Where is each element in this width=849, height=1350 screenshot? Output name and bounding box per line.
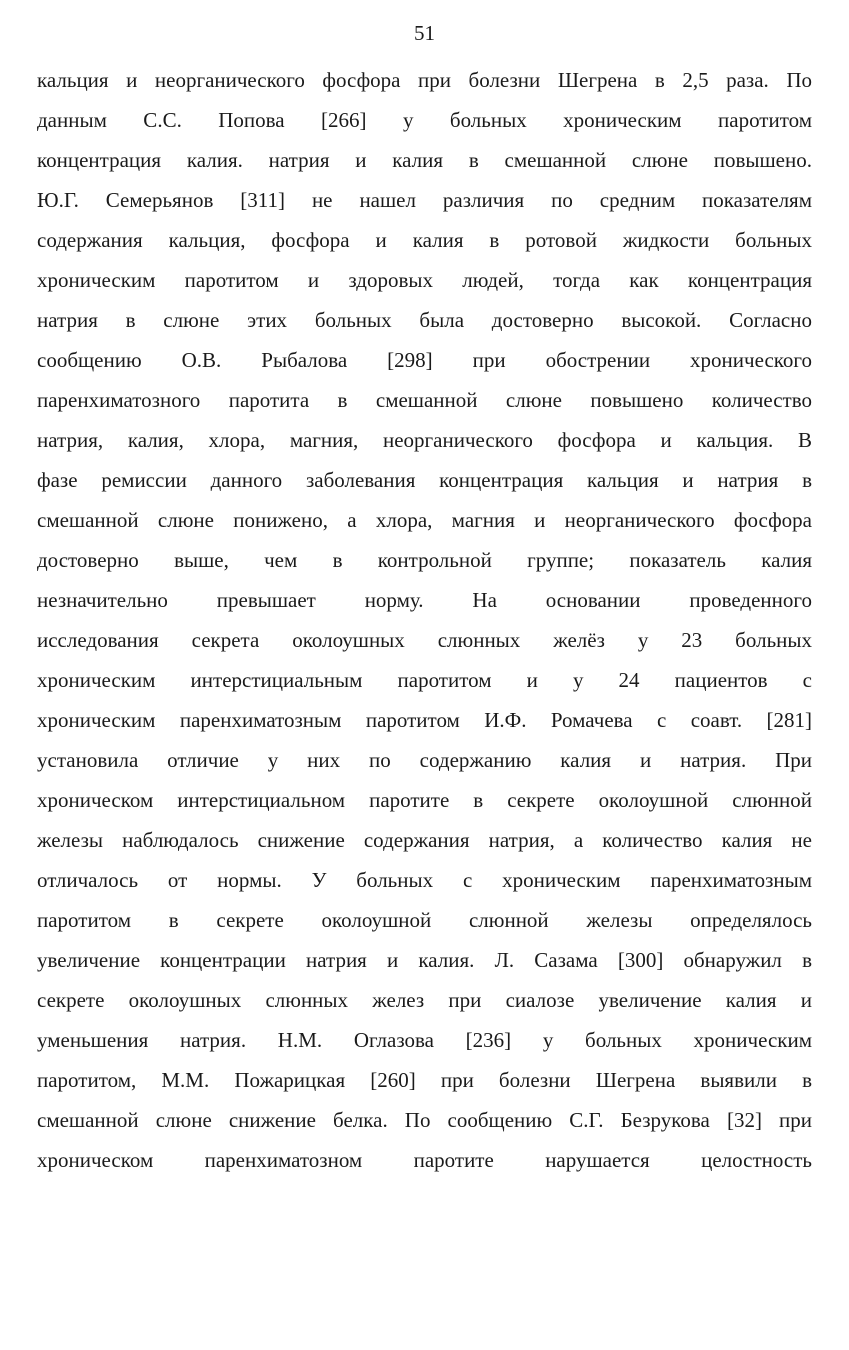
text-line: отличалось от нормы. У больных с хроническим паренхиматозным	[37, 868, 812, 892]
text-line: уменьшения натрия. Н.М. Оглазова [236] у больных хроническим	[37, 1028, 812, 1052]
text-line: сообщению О.В. Рыбалова [298] при обострении хронического	[37, 348, 812, 372]
text-line: концентрация калия. натрия и калия в смешанной слюне повышено.	[37, 148, 812, 172]
text-line: железы наблюдалось снижение содержания натрия, а количество калия не	[37, 828, 812, 852]
text-line: кальция и неорганического фосфора при болезни Шегрена в 2,5 раза. По	[37, 68, 812, 92]
body-paragraph	[37, 60, 812, 1180]
text-line: установила отличие у них по содержанию калия и натрия. При	[37, 748, 812, 772]
text-line: смешанной слюне понижено, а хлора, магния и неорганического фосфора	[37, 508, 812, 532]
text-line: хроническим паротитом и здоровых людей, тогда как концентрация	[37, 268, 812, 292]
text-line: увеличение концентрации натрия и калия. Л. Сазама [300] обнаружил в	[37, 948, 812, 972]
text-line: смешанной слюне снижение белка. По сообщению С.Г. Безрукова [32] при	[37, 1108, 812, 1132]
text-line: данным С.С. Попова [266] у больных хроническим паротитом	[37, 108, 812, 132]
text-line: натрия, калия, хлора, магния, неорганического фосфора и кальция. В	[37, 428, 812, 452]
text-line: Ю.Г. Семерьянов [311] не нашел различия по средним показателям	[37, 188, 812, 212]
page-number: 51	[414, 21, 435, 45]
text-line: хроническом паренхиматозном паротите нарушается целостность	[37, 1148, 812, 1172]
text-line: хроническим интерстициальным паротитом и у 24 пациентов с	[37, 668, 812, 692]
text-line: секрете околоушных слюнных желез при сиалозе увеличение калия и	[37, 988, 812, 1012]
text-line: исследования секрета околоушных слюнных желёз у 23 больных	[37, 628, 812, 652]
text-line: фазе ремиссии данного заболевания концентрация кальция и натрия в	[37, 468, 812, 492]
text-line: натрия в слюне этих больных была достоверно высокой. Согласно	[37, 308, 812, 332]
text-line: содержания кальция, фосфора и калия в ротовой жидкости больных	[37, 228, 812, 252]
text-line: хроническом интерстициальном паротите в секрете околоушной слюнной	[37, 788, 812, 812]
text-line: паротитом в секрете околоушной слюнной железы определялось	[37, 908, 812, 932]
text-line: хроническим паренхиматозным паротитом И.Ф. Ромачева с соавт. [281]	[37, 708, 812, 732]
text-line: паренхиматозного паротита в смешанной слюне повышено количество	[37, 388, 812, 412]
text-line: паротитом, М.М. Пожарицкая [260] при болезни Шегрена выявили в	[37, 1068, 812, 1092]
text-line: достоверно выше, чем в контрольной группе; показатель калия	[37, 548, 812, 572]
text-line: незначительно превышает норму. На основании проведенного	[37, 588, 812, 612]
